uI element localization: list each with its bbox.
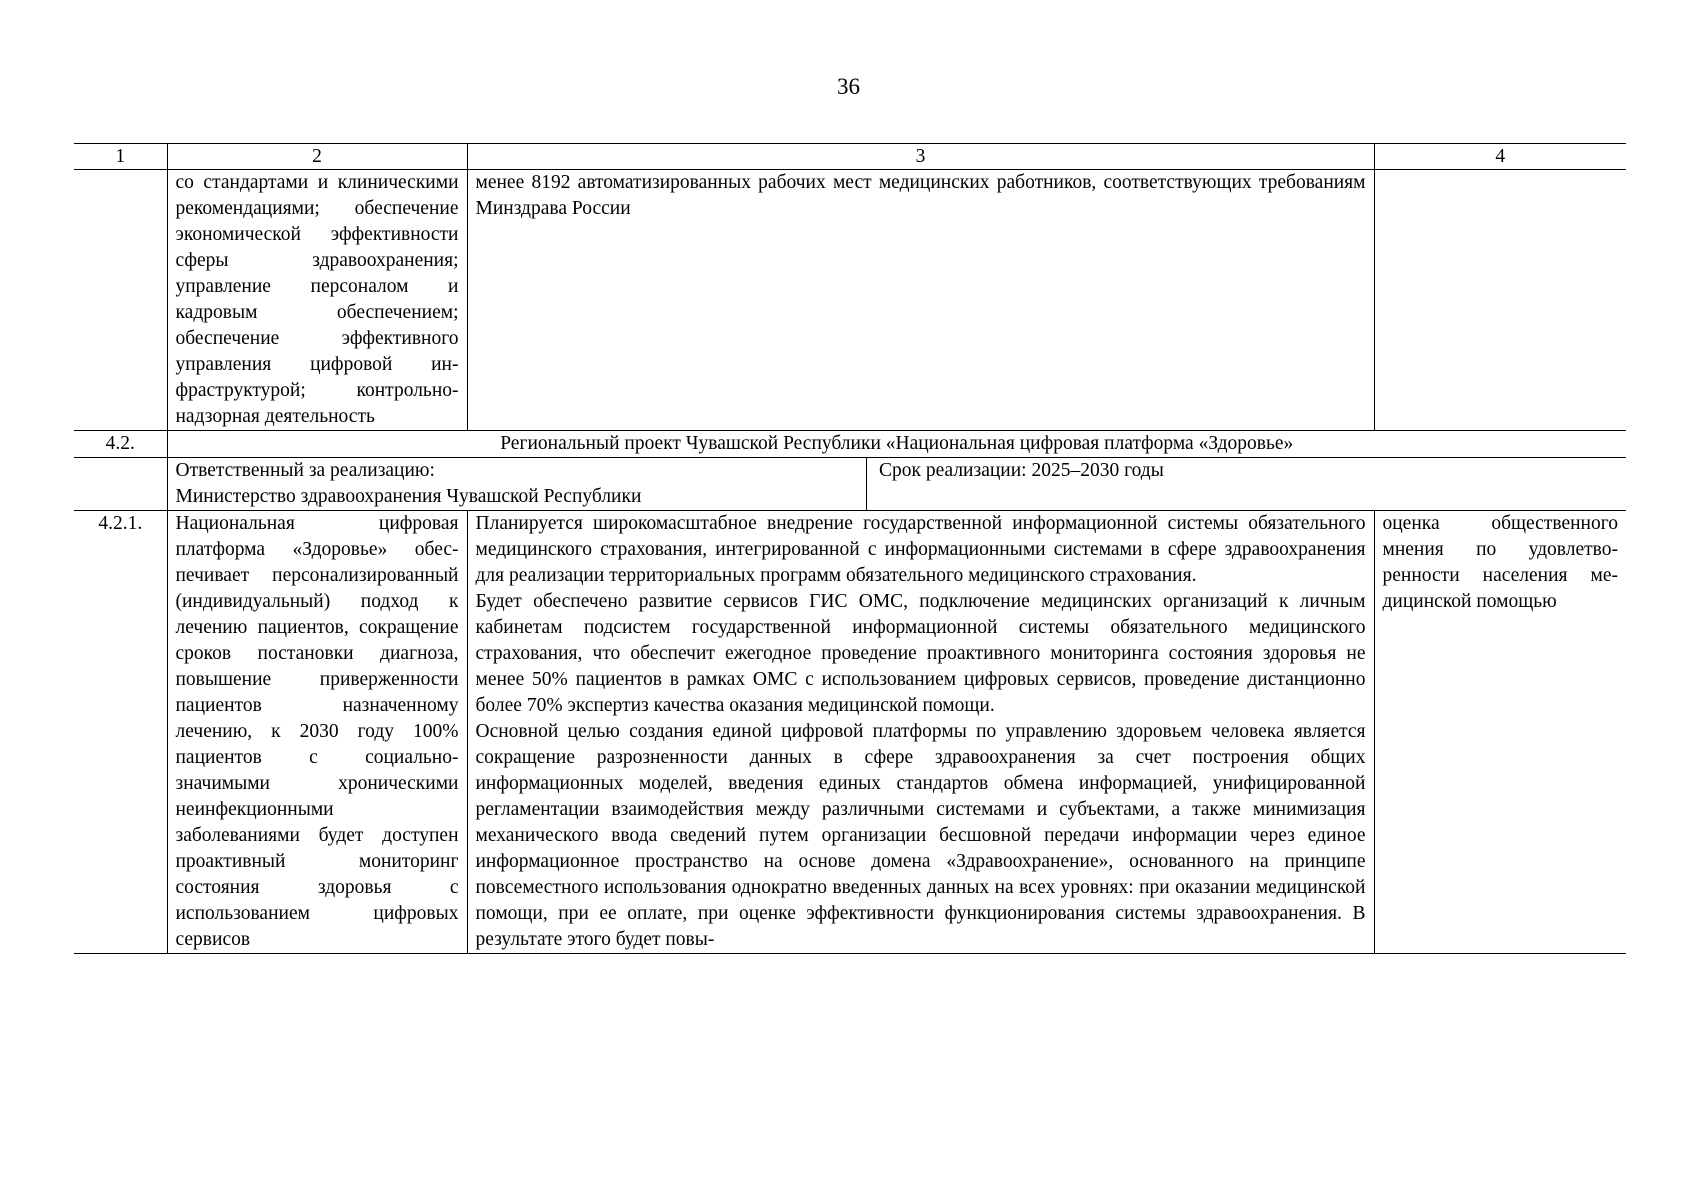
responsible-inner-table: [176, 458, 1627, 510]
table-row-section: [74, 431, 1626, 458]
responsible-cell: [167, 458, 1626, 511]
responsible-label: Ответственный за реализацию:: [175, 460, 435, 481]
responsible-block: Ответственный за реализацию: Министерство здравоохранения Чувашской Республики: [176, 458, 867, 510]
responsible-empty-cell: [74, 458, 167, 511]
document-table: [74, 143, 1626, 954]
header-col-1: 1: [74, 144, 167, 170]
header-col-4: 4: [1374, 144, 1626, 170]
details-paragraph-1: Планируется широкомасштабное внедрение государственной информационной системы обязательного медицинского страхования, интегрированной с информационными системами в сфере здравоохранения для реализации территориальных программ обязательного медицинского страхования.: [475, 513, 1366, 586]
section-title: Региональный проект Чувашской Республики «Национальная цифровая платформа «Здоровье»: [167, 431, 1626, 458]
details-paragraph-2: Будет обеспечено развитие сервисов ГИС ОМС, подключение медицинских организаций к личным кабинетам подсистем государственной информационной системы обязательного медицинского страхования, что обеспечит ежегодное проведение проактивного мониторинга состояния здоровья не менее 50% пациентов в рамках ОМС с использованием цифровых сервисов, проведение дистанционно более 70% экспертиз качества оказания медицинской помощи.: [475, 591, 1366, 716]
header-col-3: 3: [467, 144, 1374, 170]
row-indicator: оценка общественного мнения по удовлетворенности населения медицинской помощью: [1374, 511, 1626, 954]
table-header-row: [74, 144, 1626, 170]
term-block: [867, 458, 1627, 510]
header-col-2: 2: [167, 144, 467, 170]
table-row-4-2-1: [74, 511, 1626, 954]
row-number: 4.2.1.: [74, 511, 167, 954]
page-number: 36: [837, 74, 860, 99]
continued-cell-details: менее 8192 автоматизированных рабочих мест медицинских работников, соответствующих требованиям Минздрава России: [467, 170, 1374, 431]
row-details: [467, 511, 1374, 954]
continued-cell-description: со стандартами и клиническими рекомендациями; обеспечение экономической эффективности сферы здравоохранения; управление персоналом и кадровым обеспечением; обеспечение эффективного управления цифровой инфраструктурой; контрольно-надзорная деятельность: [167, 170, 467, 431]
continued-cell-indicator: [1374, 170, 1626, 431]
table-row-continued: [74, 170, 1626, 431]
term-text: Срок реализации: 2025–2030 годы: [879, 460, 1164, 481]
table-row-responsible: [74, 458, 1626, 511]
section-number: 4.2.: [74, 431, 167, 458]
details-paragraph-3: Основной целью создания единой цифровой платформы по управлению здоровьем человека является сокращение разрозненности данных в сфере здравоохранения за счет построения общих информационных моделей, введения единых стандартов обмена информацией, унифицированной регламентации взаимодействия между различными системами и субъектами, а также минимизация механического ввода сведений путем организации бесшовной передачи информации через единое информационное пространство на основе домена «Здравоохранение», основанного на принципе повсеместного использования однократно введенных данных на всех уровнях: при оказании медицинской помощи, при ее оплате, при оценке эффективности функционирования системы здравоохранения. В результате этого будет повы-: [475, 721, 1366, 950]
continued-cell-num: [74, 170, 167, 431]
row-description: Национальная цифровая платформа «Здоровье» обеспечивает персонализированный (индивидуальный) подход к лечению пациентов, сокращение сроков постановки диагноза, повышение приверженности пациентов назначенному лечению, к 2030 году 100% пациентов с социально-значимыми хроническими неинфекционными заболеваниями будет доступен проактивный мониторинг состояния здоровья с использованием цифровых сервисов: [167, 511, 467, 954]
